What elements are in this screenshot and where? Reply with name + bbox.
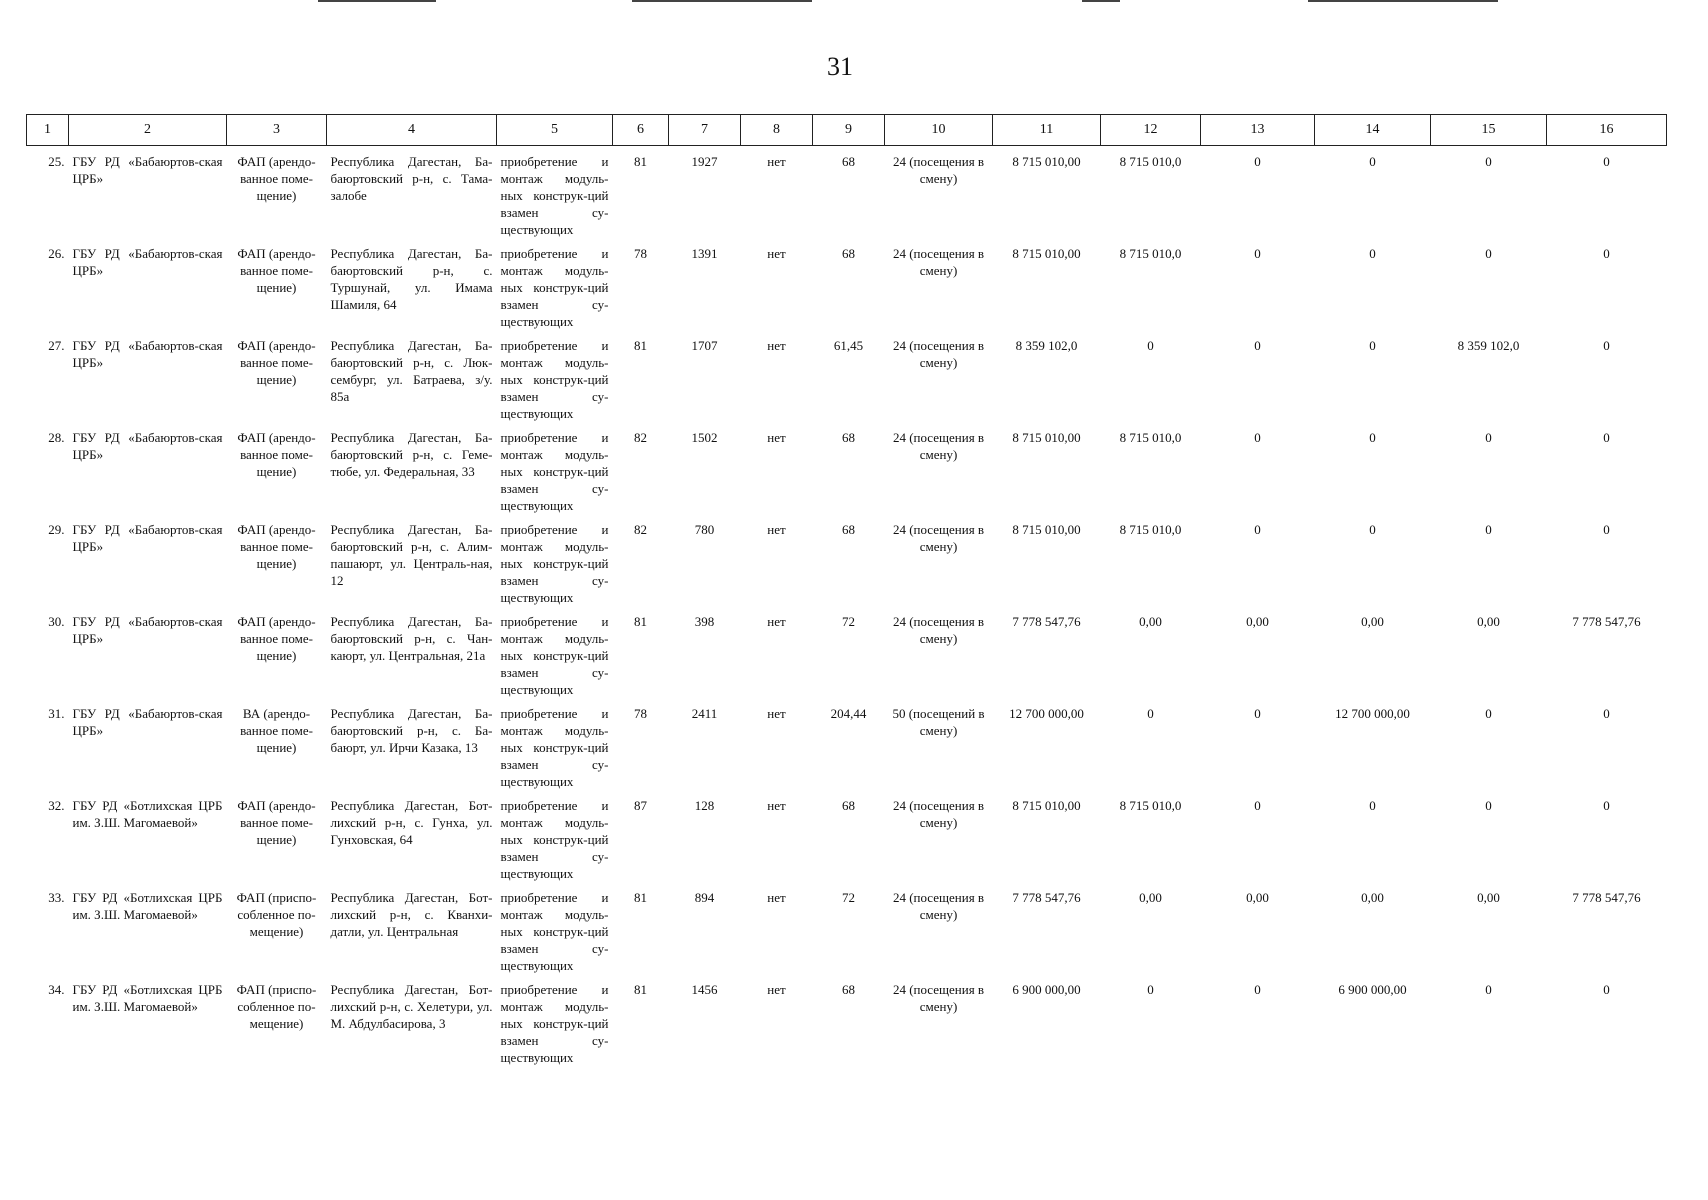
amount-col-14: 0 <box>1369 522 1376 537</box>
amount-col-15: 0 <box>1485 982 1492 997</box>
cell-col-6: 87 <box>634 798 647 813</box>
table-row <box>27 698 1667 790</box>
table-header <box>27 115 1667 146</box>
facility-address: Республика Дагестан, Ба-баюртовский р-н, с. Чан-каюрт, ул. Центральная, 21а <box>330 614 493 663</box>
organization-name: ГБУ РД «Бабаюртов-ская ЦРБ» <box>72 430 223 462</box>
cell-col-6: 82 <box>634 430 647 445</box>
amount-col-15: 0 <box>1485 522 1492 537</box>
facility-type: ФАП (арендо-ванное поме-щение) <box>237 338 316 387</box>
column-header-11: 11 <box>993 115 1101 146</box>
facility-address: Республика Дагестан, Ба-баюртовский р-н, с. Ба-баюрт, ул. Ирчи Казака, 13 <box>330 706 493 755</box>
table-row <box>27 514 1667 606</box>
row-number: 31. <box>48 706 65 721</box>
facility-type: ВА (арендо-ванное поме-щение) <box>240 706 313 755</box>
organization-name: ГБУ РД «Ботлихская ЦРБ им. З.Ш. Магомаевой» <box>72 798 223 830</box>
facility-address: Республика Дагестан, Ба-баюртовский р-н, с. Алим-пашаюрт, ул. Централь-ная, 12 <box>330 522 493 588</box>
amount-col-14: 0 <box>1369 430 1376 445</box>
document-table <box>26 114 1667 1066</box>
cell-col-6: 81 <box>634 338 647 353</box>
amount-col-14: 12 700 000,00 <box>1335 706 1410 721</box>
amount-col-13: 0 <box>1254 430 1261 445</box>
work-description: приобретение и монтаж модуль-ных конструк-ций взамен су-ществующих <box>500 338 609 421</box>
amount-col-16: 0 <box>1603 246 1610 261</box>
organization-name: ГБУ РД «Ботлихская ЦРБ им. З.Ш. Магомаевой» <box>72 890 223 922</box>
organization-name: ГБУ РД «Ботлихская ЦРБ им. З.Ш. Магомаевой» <box>72 982 223 1014</box>
cell-col-9: 68 <box>842 982 855 997</box>
amount-col-12: 0 <box>1147 982 1154 997</box>
amount-col-13: 0 <box>1254 338 1261 353</box>
amount-col-11: 8 715 010,00 <box>1012 798 1081 813</box>
amount-col-15: 0,00 <box>1477 890 1500 905</box>
capacity-visits: 24 (посещения в смену) <box>892 798 985 830</box>
cell-col-8: нет <box>767 706 786 721</box>
organization-name: ГБУ РД «Бабаюртов-ская ЦРБ» <box>72 154 223 186</box>
column-header-14: 14 <box>1315 115 1431 146</box>
cell-col-7: 1502 <box>691 430 718 445</box>
cell-col-9: 68 <box>842 522 855 537</box>
amount-col-12: 8 715 010,0 <box>1119 154 1182 169</box>
cell-col-7: 398 <box>694 614 715 629</box>
amount-col-12: 0 <box>1147 338 1154 353</box>
cell-col-8: нет <box>767 982 786 997</box>
amount-col-14: 0,00 <box>1361 890 1384 905</box>
amount-col-11: 8 715 010,00 <box>1012 522 1081 537</box>
amount-col-13: 0 <box>1254 522 1261 537</box>
amount-col-11: 8 715 010,00 <box>1012 246 1081 261</box>
amount-col-11: 8 359 102,0 <box>1015 338 1078 353</box>
amount-col-13: 0,00 <box>1246 890 1269 905</box>
row-number: 27. <box>48 338 65 353</box>
amount-col-13: 0 <box>1254 706 1261 721</box>
row-number: 33. <box>48 890 65 905</box>
cell-col-9: 72 <box>842 614 855 629</box>
cell-col-9: 68 <box>842 154 855 169</box>
cell-col-7: 2411 <box>691 706 718 721</box>
table-row <box>27 606 1667 698</box>
column-header-7: 7 <box>669 115 741 146</box>
column-header-2: 2 <box>69 115 227 146</box>
row-number: 29. <box>48 522 65 537</box>
cell-col-7: 894 <box>694 890 715 905</box>
work-description: приобретение и монтаж модуль-ных конструк-ций взамен су-ществующих <box>500 982 609 1065</box>
cell-col-9: 68 <box>842 246 855 261</box>
amount-col-16: 7 778 547,76 <box>1572 890 1641 905</box>
cell-col-6: 81 <box>634 982 647 997</box>
amount-col-12: 8 715 010,0 <box>1119 246 1182 261</box>
column-header-9: 9 <box>813 115 885 146</box>
row-number: 34. <box>48 982 65 997</box>
amount-col-16: 0 <box>1603 706 1610 721</box>
amount-col-14: 0 <box>1369 338 1376 353</box>
row-number: 28. <box>48 430 65 445</box>
scan-artifact-line <box>632 0 812 2</box>
capacity-visits: 24 (посещения в смену) <box>892 246 985 278</box>
table-row <box>27 790 1667 882</box>
amount-col-11: 8 715 010,00 <box>1012 430 1081 445</box>
amount-col-15: 0 <box>1485 706 1492 721</box>
cell-col-7: 1456 <box>691 982 718 997</box>
facility-type: ФАП (приспо-собленное по-мещение) <box>236 982 317 1031</box>
column-header-12: 12 <box>1101 115 1201 146</box>
work-description: приобретение и монтаж модуль-ных конструк-ций взамен су-ществующих <box>500 614 609 697</box>
facility-address: Республика Дагестан, Ба-баюртовский р-н, с. Геме-тюбе, ул. Федеральная, 33 <box>330 430 493 479</box>
cell-col-8: нет <box>767 338 786 353</box>
row-number: 30. <box>48 614 65 629</box>
amount-col-12: 8 715 010,0 <box>1119 522 1182 537</box>
work-description: приобретение и монтаж модуль-ных конструк-ций взамен су-ществующих <box>500 798 609 881</box>
amount-col-11: 7 778 547,76 <box>1012 890 1081 905</box>
work-description: приобретение и монтаж модуль-ных конструк-ций взамен су-ществующих <box>500 246 609 329</box>
facility-address: Республика Дагестан, Бот-лихский р-н, с. Хелетури, ул. М. Абдулбасирова, 3 <box>330 982 493 1031</box>
amount-col-15: 0,00 <box>1477 614 1500 629</box>
amount-col-11: 6 900 000,00 <box>1012 982 1081 997</box>
capacity-visits: 50 (посещений в смену) <box>892 706 985 738</box>
amount-col-14: 0 <box>1369 154 1376 169</box>
cell-col-6: 81 <box>634 614 647 629</box>
amount-col-15: 0 <box>1485 154 1492 169</box>
capacity-visits: 24 (посещения в смену) <box>892 982 985 1014</box>
row-number: 32. <box>48 798 65 813</box>
cell-col-7: 1707 <box>691 338 718 353</box>
table-body <box>27 146 1667 1067</box>
column-header-1: 1 <box>27 115 69 146</box>
cell-col-9: 61,45 <box>833 338 864 353</box>
amount-col-13: 0 <box>1254 154 1261 169</box>
scan-artifact-line <box>1082 0 1120 2</box>
table-row <box>27 238 1667 330</box>
amount-col-15: 0 <box>1485 798 1492 813</box>
cell-col-8: нет <box>767 890 786 905</box>
organization-name: ГБУ РД «Бабаюртов-ская ЦРБ» <box>72 614 223 646</box>
amount-col-12: 0,00 <box>1139 614 1162 629</box>
amount-col-14: 0 <box>1369 246 1376 261</box>
capacity-visits: 24 (посещения в смену) <box>892 614 985 646</box>
capacity-visits: 24 (посещения в смену) <box>892 430 985 462</box>
facility-address: Республика Дагестан, Ба-баюртовский р-н, с. Тама-залобе <box>330 154 493 203</box>
facility-address: Республика Дагестан, Ба-баюртовский р-н, с. Люк-сембург, ул. Батраева, з/у. 85а <box>330 338 493 404</box>
facility-address: Республика Дагестан, Бот-лихский р-н, с. Кванхи-датли, ул. Центральная <box>330 890 493 939</box>
cell-col-9: 204,44 <box>830 706 867 721</box>
amount-col-11: 12 700 000,00 <box>1009 706 1084 721</box>
cell-col-8: нет <box>767 246 786 261</box>
column-header-8: 8 <box>741 115 813 146</box>
capacity-visits: 24 (посещения в смену) <box>892 154 985 186</box>
amount-col-11: 7 778 547,76 <box>1012 614 1081 629</box>
cell-col-8: нет <box>767 614 786 629</box>
table-row <box>27 146 1667 239</box>
amount-col-15: 8 359 102,0 <box>1457 338 1520 353</box>
cell-col-7: 780 <box>694 522 715 537</box>
column-header-3: 3 <box>227 115 327 146</box>
facility-type: ФАП (арендо-ванное поме-щение) <box>237 246 316 295</box>
facility-type: ФАП (арендо-ванное поме-щение) <box>237 522 316 571</box>
cell-col-7: 1927 <box>691 154 718 169</box>
organization-name: ГБУ РД «Бабаюртов-ская ЦРБ» <box>72 706 223 738</box>
cell-col-8: нет <box>767 430 786 445</box>
amount-col-14: 6 900 000,00 <box>1338 982 1407 997</box>
work-description: приобретение и монтаж модуль-ных конструк-ций взамен су-ществующих <box>500 522 609 605</box>
scan-artifact-line <box>1308 0 1498 2</box>
organization-name: ГБУ РД «Бабаюртов-ская ЦРБ» <box>72 522 223 554</box>
cell-col-8: нет <box>767 522 786 537</box>
work-description: приобретение и монтаж модуль-ных конструк-ций взамен су-ществующих <box>500 890 609 973</box>
amount-col-16: 0 <box>1603 798 1610 813</box>
cell-col-6: 82 <box>634 522 647 537</box>
scan-artifact-line <box>318 0 436 2</box>
cell-col-6: 78 <box>634 706 647 721</box>
work-description: приобретение и монтаж модуль-ных конструк-ций взамен су-ществующих <box>500 154 609 237</box>
amount-col-14: 0,00 <box>1361 614 1384 629</box>
work-description: приобретение и монтаж модуль-ных конструк-ций взамен су-ществующих <box>500 430 609 513</box>
amount-col-16: 0 <box>1603 154 1610 169</box>
column-header-5: 5 <box>497 115 613 146</box>
amount-col-16: 0 <box>1603 522 1610 537</box>
cell-col-9: 72 <box>842 890 855 905</box>
organization-name: ГБУ РД «Бабаюртов-ская ЦРБ» <box>72 338 223 370</box>
cell-col-8: нет <box>767 154 786 169</box>
column-header-10: 10 <box>885 115 993 146</box>
page-number: 31 <box>827 52 853 81</box>
organization-name: ГБУ РД «Бабаюртов-ская ЦРБ» <box>72 246 223 278</box>
cell-col-7: 128 <box>694 798 715 813</box>
column-header-13: 13 <box>1201 115 1315 146</box>
facility-address: Республика Дагестан, Ба-баюртовский р-н, с. Туршунай, ул. Имама Шамиля, 64 <box>330 246 493 312</box>
cell-col-9: 68 <box>842 430 855 445</box>
amount-col-12: 0,00 <box>1139 890 1162 905</box>
cell-col-6: 81 <box>634 154 647 169</box>
facility-type: ФАП (арендо-ванное поме-щение) <box>237 614 316 663</box>
row-number: 26. <box>48 246 65 261</box>
cell-col-9: 68 <box>842 798 855 813</box>
table-row <box>27 882 1667 974</box>
cell-col-6: 81 <box>634 890 647 905</box>
facility-address: Республика Дагестан, Бот-лихский р-н, с. Гунха, ул. Гунховская, 64 <box>330 798 493 847</box>
cell-col-8: нет <box>767 798 786 813</box>
amount-col-11: 8 715 010,00 <box>1012 154 1081 169</box>
cell-col-6: 78 <box>634 246 647 261</box>
amount-col-16: 0 <box>1603 982 1610 997</box>
amount-col-12: 8 715 010,0 <box>1119 430 1182 445</box>
column-header-6: 6 <box>613 115 669 146</box>
facility-type: ФАП (арендо-ванное поме-щение) <box>237 798 316 847</box>
table-row <box>27 422 1667 514</box>
facility-type: ФАП (приспо-собленное по-мещение) <box>236 890 317 939</box>
row-number: 25. <box>48 154 65 169</box>
amount-col-15: 0 <box>1485 246 1492 261</box>
cell-col-7: 1391 <box>691 246 718 261</box>
capacity-visits: 24 (посещения в смену) <box>892 338 985 370</box>
table-row <box>27 330 1667 422</box>
column-header-4: 4 <box>327 115 497 146</box>
amount-col-16: 0 <box>1603 430 1610 445</box>
capacity-visits: 24 (посещения в смену) <box>892 890 985 922</box>
column-header-15: 15 <box>1431 115 1547 146</box>
capacity-visits: 24 (посещения в смену) <box>892 522 985 554</box>
amount-col-16: 0 <box>1603 338 1610 353</box>
amount-col-13: 0 <box>1254 246 1261 261</box>
table-row <box>27 974 1667 1066</box>
work-description: приобретение и монтаж модуль-ных конструк-ций взамен су-ществующих <box>500 706 609 789</box>
amount-col-13: 0 <box>1254 982 1261 997</box>
amount-col-13: 0,00 <box>1246 614 1269 629</box>
amount-col-12: 0 <box>1147 706 1154 721</box>
column-number-row <box>27 115 1667 146</box>
facility-type: ФАП (арендо-ванное поме-щение) <box>237 430 316 479</box>
amount-col-12: 8 715 010,0 <box>1119 798 1182 813</box>
amount-col-16: 7 778 547,76 <box>1572 614 1641 629</box>
column-header-16: 16 <box>1547 115 1667 146</box>
amount-col-13: 0 <box>1254 798 1261 813</box>
amount-col-15: 0 <box>1485 430 1492 445</box>
amount-col-14: 0 <box>1369 798 1376 813</box>
facility-type: ФАП (арендо-ванное поме-щение) <box>237 154 316 203</box>
